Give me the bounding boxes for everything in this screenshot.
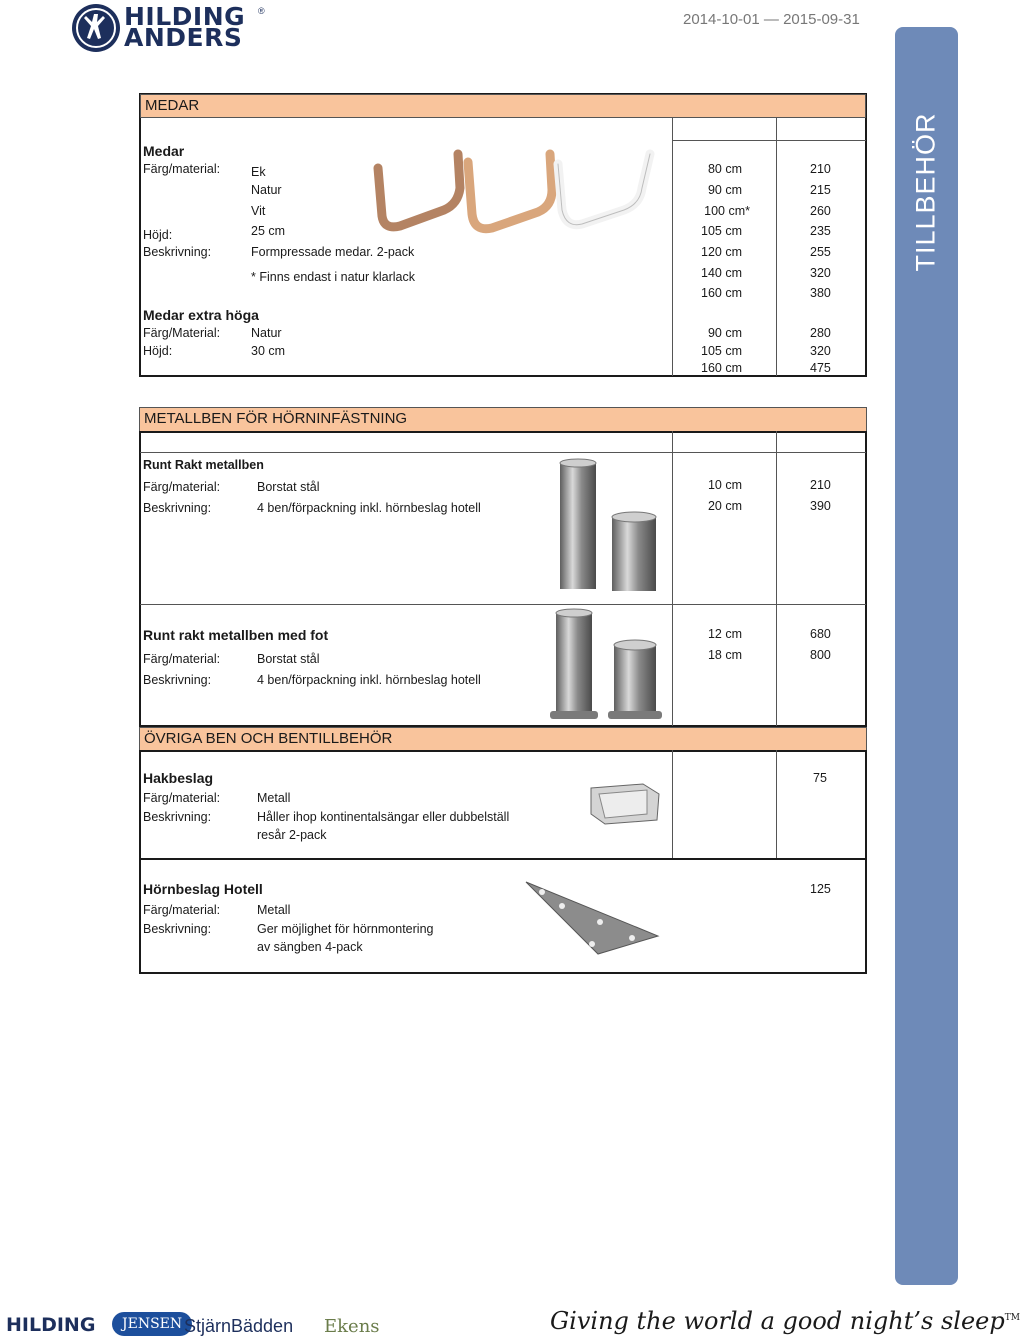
jensen-logo: JENSEN (112, 1312, 192, 1336)
size-value: 120 cm (701, 245, 742, 259)
column-divider (776, 750, 777, 858)
description-label: Beskrivning: (143, 501, 212, 515)
color-label: Färg/material: (143, 791, 221, 805)
section-title: ÖVRIGA BEN OCH BENTILLBEHÖR (144, 730, 393, 747)
description-label: Beskrivning: (143, 245, 212, 259)
date-separator: — (763, 11, 779, 28)
color-value: Metall (257, 903, 291, 917)
price-value: 475 (810, 361, 831, 375)
price-value: 380 (810, 286, 831, 300)
color-label: Färg/material: (143, 162, 221, 176)
size-value: 105 cm (701, 224, 742, 238)
row-divider (140, 858, 866, 860)
description-value: Håller ihop kontinentalsängar eller dubbelställ (257, 810, 510, 824)
row-divider (672, 140, 866, 141)
price-value: 320 (810, 266, 831, 280)
price-value: 215 (810, 183, 831, 197)
price-value: 210 (810, 478, 831, 492)
price-value: 680 (810, 627, 831, 641)
color-value: Natur (251, 183, 282, 197)
height-value: 30 cm (251, 344, 286, 358)
description-value: Ger möjlighet för hörnmontering (257, 922, 434, 936)
price-value: 280 (810, 326, 831, 340)
color-label: Färg/material: (143, 480, 221, 494)
height-label: Höjd: (143, 344, 173, 358)
color-value: Borstat stål (257, 652, 320, 666)
availability-note: * Finns endast i natur klarlack (251, 270, 415, 284)
product-name: Runt rakt metallben med fot (143, 627, 329, 643)
brand-name-line1: HILDING (124, 2, 246, 31)
size-value: 18 cm (707, 648, 742, 662)
stjarnbadden-logo: StjärnBädden (184, 1316, 294, 1336)
section-title: METALLBEN FÖR HÖRNINFÄSTNING (144, 410, 408, 427)
footer-brand-logos (6, 1312, 546, 1340)
column-divider (776, 118, 777, 376)
date-from: 2014-10-01 (683, 11, 760, 28)
size-value: 90 cm (707, 326, 742, 340)
color-value: Metall (257, 791, 291, 805)
size-value: 160 cm (701, 361, 742, 375)
description-value: 4 ben/förpackning inkl. hörnbeslag hotell (257, 501, 481, 515)
height-value: 25 cm (251, 224, 286, 238)
section-header-metallben (139, 407, 867, 432)
section-metallben (139, 431, 867, 727)
size-value: 100 cm* (704, 204, 750, 218)
column-divider (672, 431, 673, 726)
section-header-medar (140, 94, 866, 118)
size-value: 10 cm (707, 478, 742, 492)
color-label: Färg/material: (143, 903, 221, 917)
size-value: 12 cm (707, 627, 742, 641)
round-leg-image (550, 455, 670, 595)
column-divider (776, 431, 777, 726)
hook-bracket-image (585, 780, 665, 830)
product-name: Hakbeslag (143, 770, 214, 786)
row-divider (140, 604, 866, 605)
tagline (550, 1307, 1020, 1335)
trademark-mark: TM (1004, 1313, 1020, 1323)
color-label: Färg/Material: (143, 326, 221, 340)
leg-with-foot-image (548, 607, 670, 725)
brand-emblem-icon (70, 2, 124, 54)
hilding-logo: HILDING (6, 1314, 96, 1336)
size-value: 90 cm (707, 183, 742, 197)
price-value: 320 (810, 344, 831, 358)
product-name: Medar extra höga (143, 307, 259, 323)
price-value: 800 (810, 648, 831, 662)
section-ovriga (139, 750, 867, 974)
column-divider (672, 118, 673, 376)
date-to: 2015-09-31 (783, 11, 860, 28)
price-value: 125 (810, 882, 831, 896)
price-value: 75 (813, 771, 827, 785)
section-header-ovriga (139, 727, 867, 751)
price-value: 390 (810, 499, 831, 513)
size-value: 140 cm (701, 266, 742, 280)
registered-mark: ® (258, 6, 265, 16)
price-value: 210 (810, 162, 831, 176)
description-value: Formpressade medar. 2-pack (251, 245, 415, 259)
column-divider (672, 750, 673, 858)
description-value: 4 ben/förpackning inkl. hörnbeslag hotell (257, 673, 481, 687)
color-value: Ek (251, 165, 266, 179)
size-value: 105 cm (701, 344, 742, 358)
validity-period (683, 11, 860, 28)
size-value: 20 cm (707, 499, 742, 513)
description-label: Beskrivning: (143, 810, 212, 824)
corner-bracket-image (522, 878, 662, 958)
description-label: Beskrivning: (143, 922, 212, 936)
size-value: 80 cm (707, 162, 742, 176)
category-label: TILLBEHÖR (910, 112, 941, 272)
product-name: Hörnbeslag Hotell (143, 881, 263, 897)
category-sidebar (895, 27, 958, 1285)
medar-product-image (360, 148, 670, 248)
section-title: MEDAR (145, 97, 200, 114)
color-value: Vit (251, 204, 266, 218)
height-label: Höjd: (143, 228, 173, 242)
color-value: Natur (251, 326, 282, 340)
brand-name-line2: ANDERS (124, 23, 243, 52)
color-value: Borstat stål (257, 480, 320, 494)
price-value: 235 (810, 224, 831, 238)
description-value: av sängben 4-pack (257, 940, 363, 954)
description-label: Beskrivning: (143, 673, 212, 687)
brand-logo (70, 2, 270, 54)
price-value: 260 (810, 204, 831, 218)
row-divider (140, 452, 866, 453)
tagline-text: Giving the world a good night’s sleep (550, 1307, 1005, 1335)
size-value: 160 cm (701, 286, 742, 300)
description-value: resår 2-pack (257, 828, 327, 842)
ekens-logo: Ekens (324, 1316, 380, 1337)
product-name: Runt Rakt metallben (143, 458, 264, 472)
price-value: 255 (810, 245, 831, 259)
color-label: Färg/material: (143, 652, 221, 666)
product-name: Medar (143, 143, 185, 159)
